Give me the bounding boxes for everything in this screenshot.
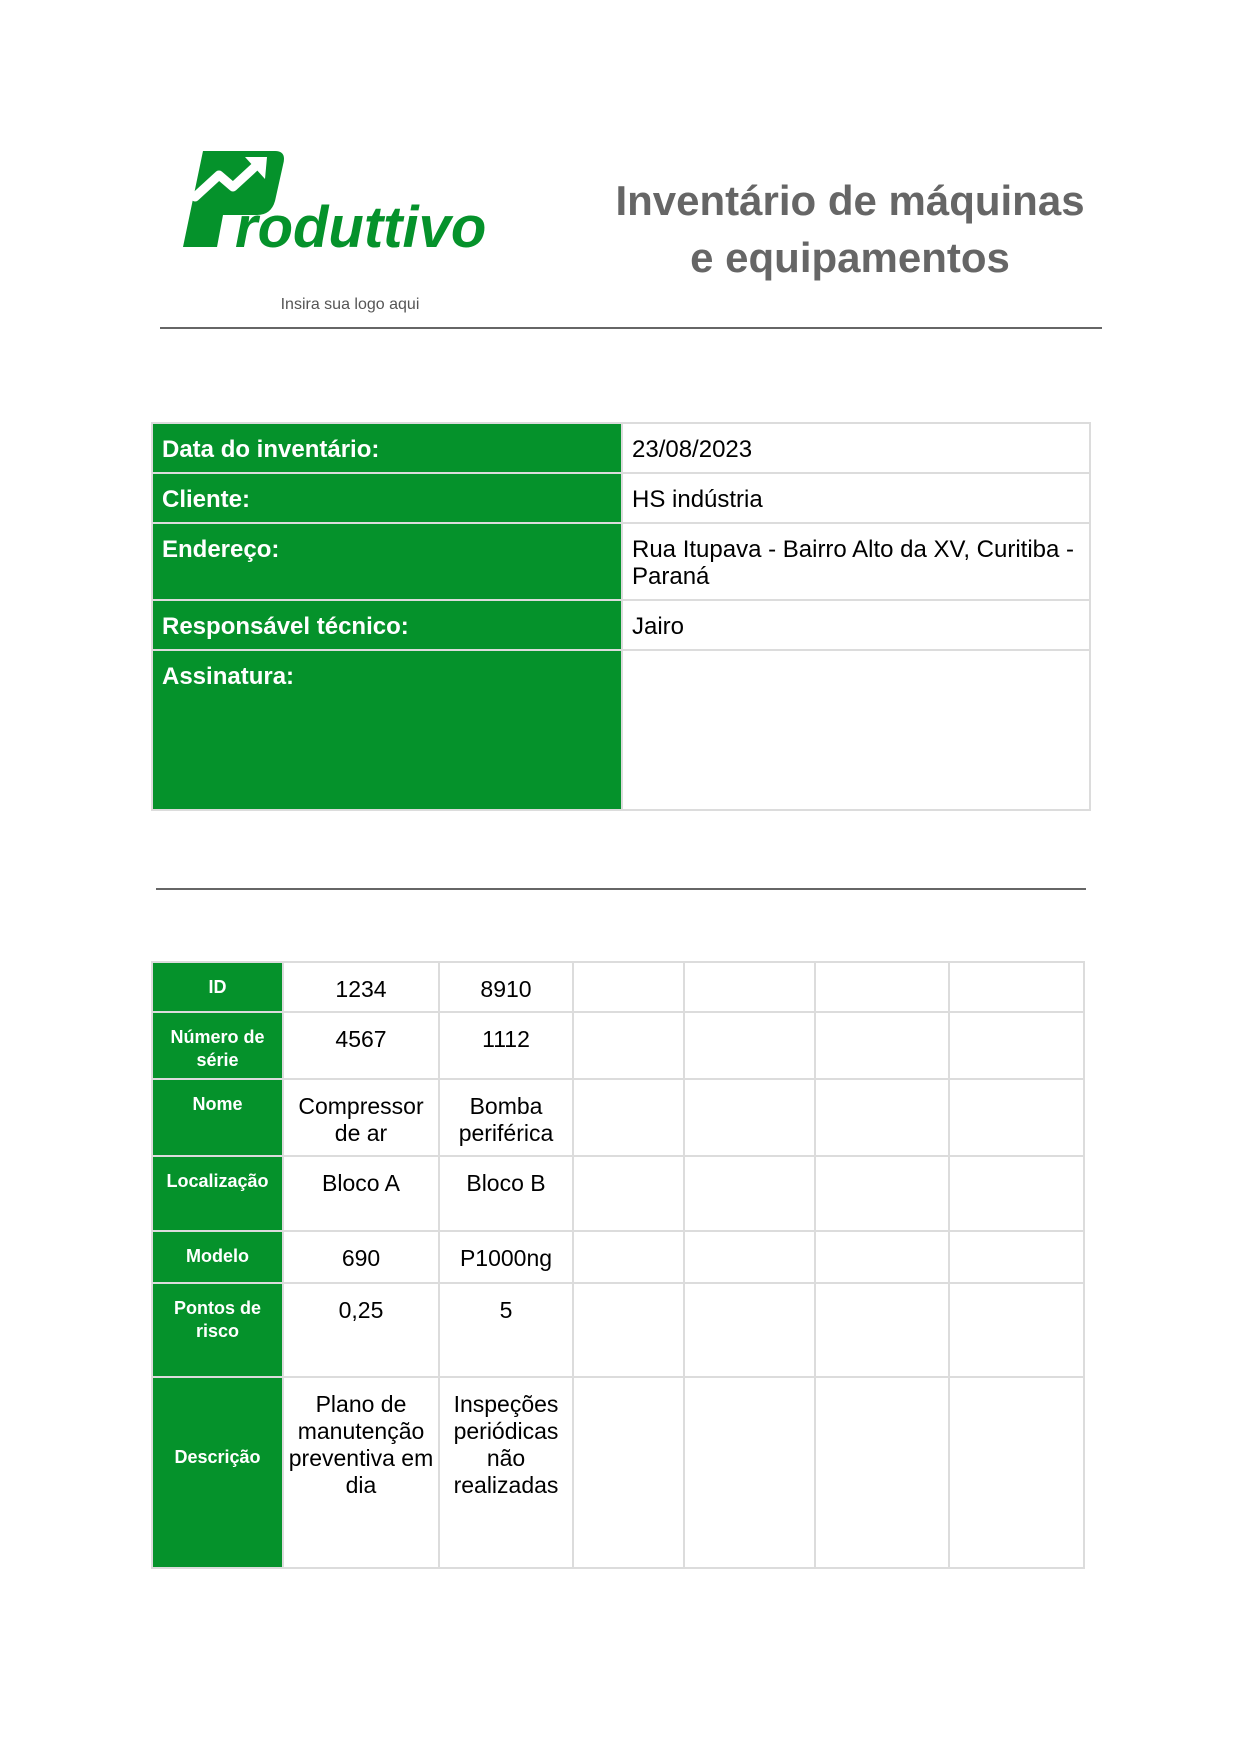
divider (156, 888, 1086, 890)
empty-cell (573, 1377, 684, 1568)
row-risk (152, 1283, 1084, 1377)
info-label: Assinatura: (152, 650, 622, 810)
info-label: Responsável técnico: (152, 600, 622, 650)
table-cell: 8910 (439, 962, 573, 1012)
row-location (152, 1156, 1084, 1231)
info-value-date: 23/08/2023 (622, 423, 1090, 473)
table-cell: 4567 (283, 1012, 439, 1079)
info-value-technician: Jairo (622, 600, 1090, 650)
table-cell: 5 (439, 1283, 573, 1377)
empty-cell (815, 1377, 949, 1568)
signature-field (622, 650, 1090, 810)
info-label: Endereço: (152, 523, 622, 600)
logo-caption: Insira sua logo aqui (280, 296, 420, 313)
empty-cell (815, 1283, 949, 1377)
info-row-client (152, 473, 1090, 523)
empty-cell (573, 1283, 684, 1377)
empty-cell (573, 962, 684, 1012)
empty-cell (949, 1231, 1084, 1283)
table-cell: Inspeções periódicas não realizadas (439, 1377, 573, 1568)
equipment-table (151, 961, 1085, 1569)
empty-cell (684, 962, 815, 1012)
empty-cell (949, 1283, 1084, 1377)
empty-cell (949, 1156, 1084, 1231)
table-cell: 1234 (283, 962, 439, 1012)
info-value-client: HS indústria (622, 473, 1090, 523)
empty-cell (815, 962, 949, 1012)
empty-cell (573, 1231, 684, 1283)
empty-cell (684, 1156, 815, 1231)
empty-cell (573, 1156, 684, 1231)
empty-cell (684, 1231, 815, 1283)
row-header: Localização (152, 1156, 283, 1231)
empty-cell (949, 962, 1084, 1012)
empty-cell (684, 1377, 815, 1568)
row-header: Nome (152, 1079, 283, 1156)
empty-cell (815, 1079, 949, 1156)
table-cell: P1000ng (439, 1231, 573, 1283)
inventory-info-table (151, 422, 1091, 811)
row-header: Pontos de risco (152, 1283, 283, 1377)
table-cell: 0,25 (283, 1283, 439, 1377)
info-label: Data do inventário: (152, 423, 622, 473)
empty-cell (949, 1012, 1084, 1079)
row-id (152, 962, 1084, 1012)
table-cell: Bloco A (283, 1156, 439, 1231)
table-cell: 690 (283, 1231, 439, 1283)
info-row-date (152, 423, 1090, 473)
empty-cell (949, 1377, 1084, 1568)
row-header: Número de série (152, 1012, 283, 1079)
empty-cell (573, 1012, 684, 1079)
row-serial (152, 1012, 1084, 1079)
empty-cell (684, 1283, 815, 1377)
row-header: Modelo (152, 1231, 283, 1283)
empty-cell (573, 1079, 684, 1156)
document-title: Inventário de máquinas e equipamentos (615, 177, 1085, 281)
info-row-signature (152, 650, 1090, 810)
info-row-technician (152, 600, 1090, 650)
info-value-address: Rua Itupava - Bairro Alto da XV, Curitiba - Paraná (622, 523, 1090, 600)
divider (160, 327, 1102, 329)
row-header: Descrição (152, 1377, 283, 1568)
info-row-address (152, 523, 1090, 600)
empty-cell (815, 1231, 949, 1283)
empty-cell (815, 1012, 949, 1079)
svg-text:roduttivo: roduttivo (235, 195, 487, 260)
table-cell: Bomba periférica (439, 1079, 573, 1156)
row-name (152, 1079, 1084, 1156)
empty-cell (684, 1012, 815, 1079)
company-logo (175, 145, 505, 270)
empty-cell (949, 1079, 1084, 1156)
table-cell: Plano de manutenção preventiva em dia (283, 1377, 439, 1568)
row-description (152, 1377, 1084, 1568)
empty-cell (684, 1079, 815, 1156)
table-cell: 1112 (439, 1012, 573, 1079)
table-cell: Compressor de ar (283, 1079, 439, 1156)
table-cell: Bloco B (439, 1156, 573, 1231)
empty-cell (815, 1156, 949, 1231)
row-model (152, 1231, 1084, 1283)
row-header: ID (152, 962, 283, 1012)
info-label: Cliente: (152, 473, 622, 523)
